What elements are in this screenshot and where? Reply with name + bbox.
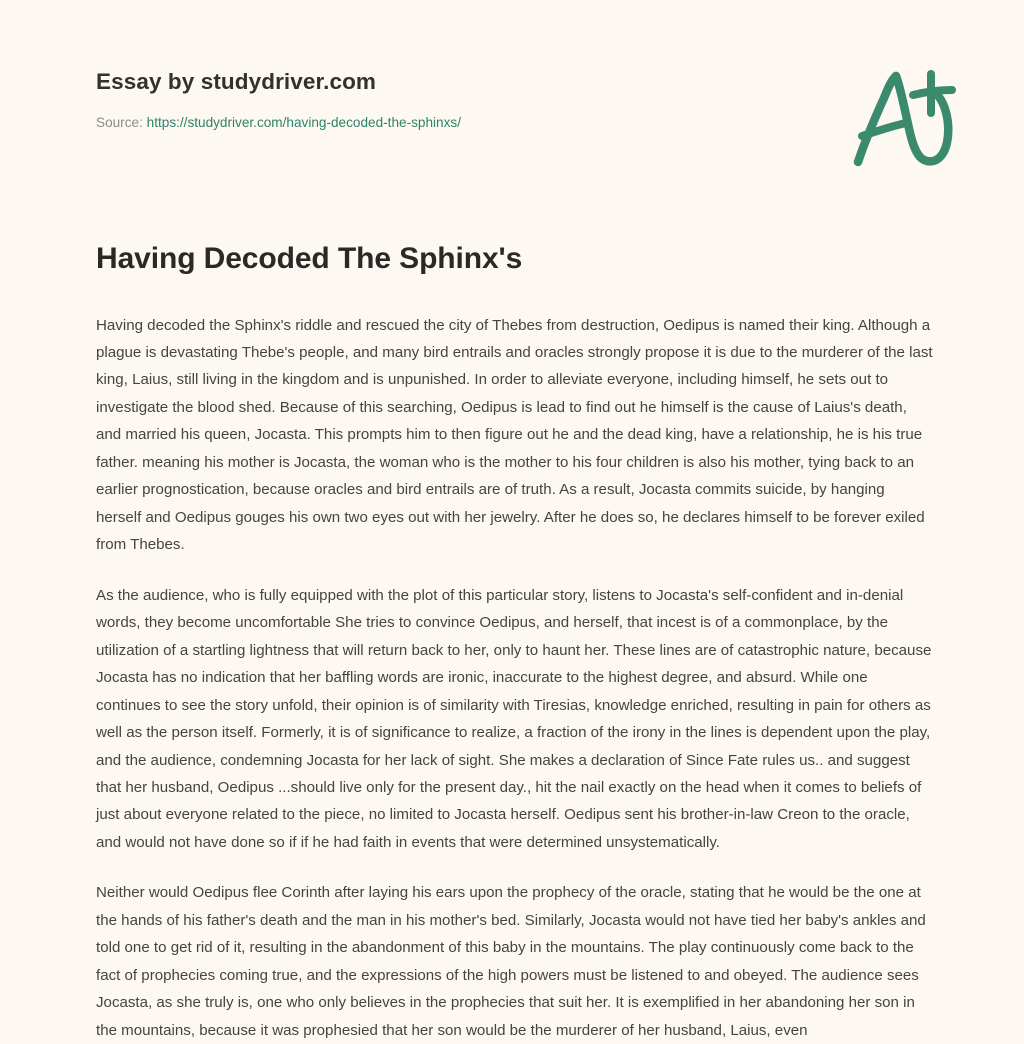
a-plus-logo	[846, 64, 968, 172]
source-url-link[interactable]: https://studydriver.com/having-decoded-the-sphinxs/	[147, 115, 461, 130]
essay-byline: Essay by studydriver.com	[96, 68, 736, 96]
page-title: Having Decoded The Sphinx's	[96, 240, 934, 278]
header-text-block	[96, 68, 736, 132]
a-plus-logo-icon	[846, 64, 968, 172]
source-label: Source:	[96, 115, 143, 130]
essay-paragraph: As the audience, who is fully equipped with the plot of this particular story, listens to Jocasta's self-confident and in-denial words, they become uncomfortable She tries to convince Oedipus, and herself, that incest is of a commonplace, by the utilization of a startling lightness that will return back to her, only to haunt her. These lines are of catastrophic nature, because Jocasta has no indication that her baffling words are ironic, inaccurate to the highest degree, and absurd. While one continues to see the story unfold, their opinion is of similarity with Tiresias, knowledge enriched, resulting in pain for others as well as the person itself. Formerly, it is of significance to realize, a fraction of the irony in the lines is dependent upon the play, and the audience, condemning Jocasta for her lack of sight. She makes a declaration of Since Fate rules us.. and suggest that her husband, Oedipus ...should live only for the present day., hit the nail exactly on the head when it comes to beliefs of just about everyone related to the piece, no limited to Jocasta herself. Oedipus sent his brother-in-law Creon to the oracle, and would not have done so if if he had faith in events that were determined unsystematically.	[96, 582, 934, 857]
essay-body	[96, 312, 934, 1044]
essay-paragraph: Neither would Oedipus flee Corinth after laying his ears upon the prophecy of the oracle, stating that he would be the one at the hands of his father's death and the man in his mother's bed. Similarly, Jocasta would not have tied her baby's ankles and told one to get rid of it, resulting in the abandonment of this baby in the mountains. The play continuously come back to the fact of prophecies coming true, and the expressions of the high powers must be listened to and obeyed. The audience sees Jocasta, as she truly is, one who only believes in the prophecies that suit her. It is exemplified in her abandoning her son in the mountains, because it was prophesied that her son would be the murderer of her husband, Laius, even	[96, 879, 934, 1044]
source-line	[96, 113, 736, 132]
essay-content	[96, 240, 934, 1044]
essay-paragraph: Having decoded the Sphinx's riddle and rescued the city of Thebes from destruction, Oedipus is named their king. Although a plague is devastating Thebe's people, and many bird entrails and oracles strongly propose it is due to the murderer of the last king, Laius, still living in the kingdom and is unpunished. In order to alleviate everyone, including himself, he sets out to investigate the blood shed. Because of this searching, Oedipus is lead to find out he himself is the cause of Laius's death, and married his queen, Jocasta. This prompts him to then figure out he and the dead king, have a relationship, he is his true father. meaning his mother is Jocasta, the woman who is the mother to his four children is also his mother, tying back to an earlier prognostication, because oracles and bird entrails are of truth. As a result, Jocasta commits suicide, by hanging herself and Oedipus gouges his own two eyes out with her jewelry. After he does so, he declares himself to be forever exiled from Thebes.	[96, 312, 934, 559]
page-header	[0, 0, 1024, 200]
